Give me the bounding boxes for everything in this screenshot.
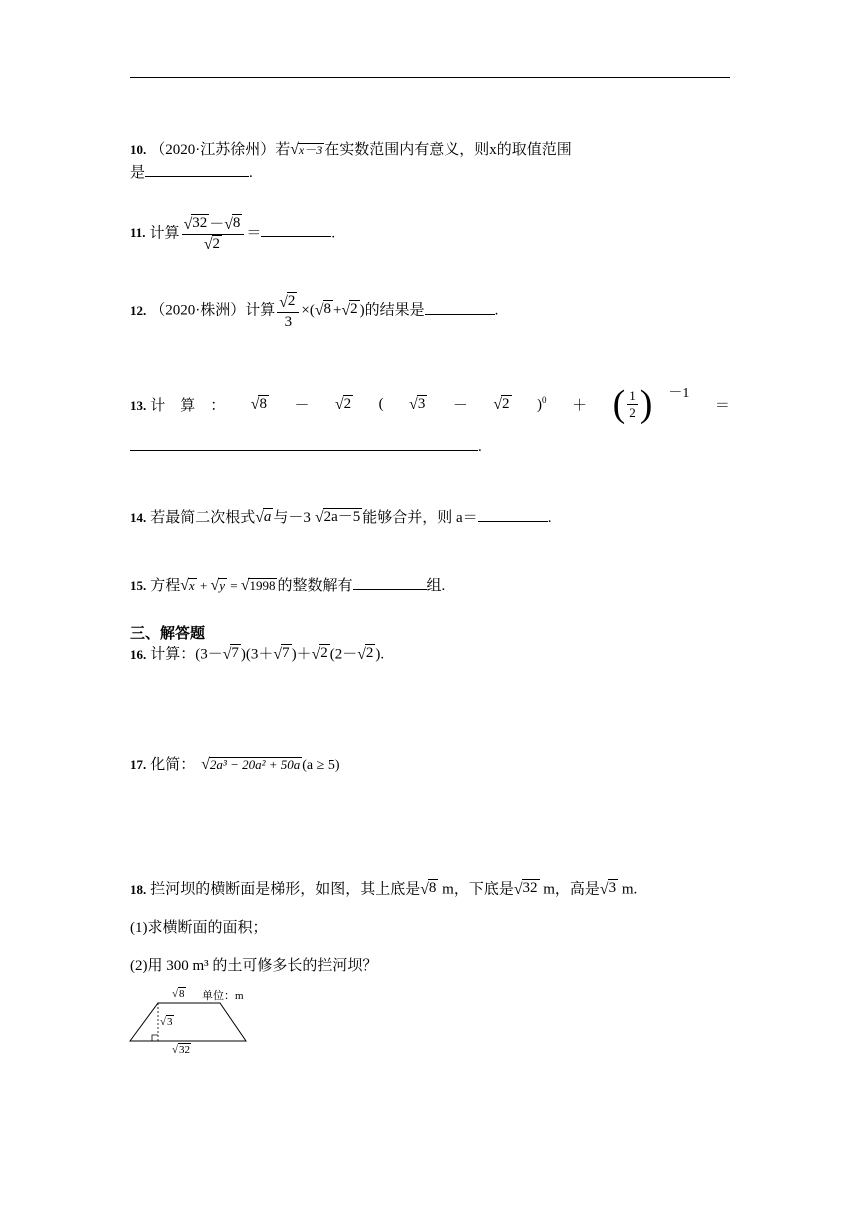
radicand: 2 (502, 395, 510, 412)
question-11 (130, 214, 335, 254)
denominator: 2 (629, 404, 636, 420)
operator: ＋ (572, 397, 588, 414)
question-10 (130, 140, 572, 160)
question-text: 能够合并，则 a＝ (362, 510, 478, 526)
unit-label: 单位：m (202, 990, 244, 1002)
question-text: ). (375, 646, 385, 663)
question-number: 15. (130, 578, 147, 593)
question-text: m，高是 (539, 881, 600, 898)
header-rule (130, 77, 730, 78)
question-number: 18. (130, 881, 147, 897)
question-13: 13. 计 算 ： √ 8 － √ 2 ( √ 3 － √ 2 )$^0$ ＋ ( $\frac{1}{2}$ ) －1 ＝ (130, 383, 730, 425)
operator: + (196, 578, 211, 593)
question-14: 14. 若最简二次根式 √ a 与－3 √ 2a－5 能够合并，则 a＝ . (130, 508, 552, 526)
exponent: －1 (668, 386, 690, 401)
radicand: y (219, 577, 225, 593)
punctuation: . (478, 439, 482, 455)
question-number: 17. (130, 757, 147, 772)
radicand: 2 (350, 301, 358, 318)
question-13-line2 (130, 436, 482, 457)
question-text: m. (618, 881, 638, 898)
question-number: 16. (130, 646, 147, 662)
radicand: 8 (428, 880, 437, 896)
question-18-part2: (2)用 300 m³ 的土可修多长的拦河坝？ (130, 958, 378, 974)
question-text: 计 算 ： (150, 397, 226, 414)
radicand: 2 (287, 293, 296, 309)
question-text: m，下底是 (438, 881, 514, 898)
operator: + (333, 302, 342, 319)
numerator: 1 (629, 387, 636, 403)
operator: － (452, 397, 468, 414)
radical: √ x－3 (290, 141, 323, 158)
question-text: 的整数解有 (277, 578, 353, 594)
answer-blank[interactable] (130, 436, 478, 451)
operator: ＝ (246, 225, 262, 242)
punctuation: . (547, 510, 552, 526)
section-title: 三、解答题 (130, 624, 206, 642)
question-number: 11. (130, 225, 146, 241)
radicand: a (263, 508, 272, 525)
question-number: 12. (130, 302, 147, 318)
question-18: 18. 拦河坝的横断面是梯形，如图，其上底是 √ 8 m，下底是 √ 32 m，高是 √ 3 m. (130, 880, 638, 898)
operator: － (294, 397, 310, 414)
question-text: 组. (426, 578, 446, 594)
question-text: 化简： (150, 757, 196, 773)
radicand: 8 (232, 215, 241, 231)
question-text: 若最简二次根式 (150, 510, 256, 526)
radicand: 2a－5 (323, 508, 361, 525)
question-text: 拦河坝的横断面是梯形，如图，其上底是 (150, 881, 421, 898)
answer-blank[interactable] (261, 222, 331, 237)
fraction: √ 2 3 (277, 292, 299, 331)
operator: ＝ (714, 397, 730, 414)
height-label: √ 3 (160, 1016, 173, 1029)
radicand: x (188, 577, 195, 593)
exponent: 0 (542, 394, 547, 405)
radicand: x－3 (298, 142, 323, 157)
question-text: 计算：(3－ (150, 646, 223, 663)
question-16: 16. 计算：(3－ √ 7 )(3＋ √ 7 )＋ √ 2 (2－ √ 2 ). (130, 645, 385, 663)
question-text: 与－3 (273, 510, 311, 526)
radicand: 8 (259, 395, 267, 412)
trapezoid-diagram (126, 985, 256, 1070)
radicand: 32 (192, 215, 208, 231)
answer-blank[interactable] (425, 300, 495, 315)
question-number: 13. (130, 397, 147, 413)
question-source: （2020·株洲）计算 (150, 302, 276, 319)
question-number: 14. (130, 510, 147, 525)
top-base-label: √ 8 (172, 988, 185, 1001)
question-text: 的结果是 (364, 302, 425, 319)
fraction: √ 32 － √ 8 √ 2 (182, 214, 245, 254)
operator: = (226, 578, 241, 593)
question-18-part1: (1)求横断面的面积； (130, 920, 268, 936)
question-text: )(3＋ (240, 646, 274, 663)
condition: (a ≥ 5) (302, 758, 340, 773)
radicand: 3 (608, 880, 617, 896)
operator: － (209, 216, 225, 233)
question-source: （2020·江苏徐州）若 (150, 142, 291, 158)
radicand: 2a³ − 20a² + 50a (209, 756, 301, 772)
question-text: (2－ (329, 646, 358, 663)
punctuation: . (249, 165, 253, 181)
question-12: 12. （2020·株洲）计算 √ 2 3 ×( √ 8 + √ 2 )的结果是 . (130, 293, 499, 330)
radicand: 32 (522, 880, 538, 896)
radicand: 32 (179, 1044, 191, 1056)
radicand: 7 (282, 645, 290, 661)
question-text: 方程 (150, 578, 181, 594)
bottom-base-label: √ 32 (172, 1044, 191, 1057)
denominator: 3 (284, 313, 293, 330)
radicand: 2 (212, 235, 221, 252)
radicand: 3 (417, 395, 426, 412)
question-number: 10. (130, 142, 147, 157)
radicand: 1998 (249, 577, 276, 593)
radicand: 3 (167, 1016, 173, 1028)
operator: × (301, 302, 310, 319)
radicand: 2 (365, 645, 374, 661)
radicand: 8 (179, 988, 185, 1000)
question-15: 15. 方程 √ x + √ y = √ 1998 的整数解有 组. (130, 577, 446, 594)
answer-blank[interactable] (353, 575, 427, 590)
question-text: )＋ (291, 646, 312, 663)
punctuation: . (494, 302, 499, 319)
radicand: 8 (323, 301, 332, 318)
answer-blank[interactable] (478, 507, 548, 522)
radicand: 7 (231, 645, 239, 661)
question-17: 17. 化简： √ 2a³ − 20a² + 50a (a ≥ 5) (130, 756, 340, 773)
radicand: 2 (343, 395, 352, 412)
question-10-line2 (130, 162, 253, 183)
question-text: 在实数范围内有意义，则x的取值范围 (324, 142, 572, 158)
radicand: 2 (320, 645, 328, 661)
question-text: 计算 (149, 225, 180, 242)
answer-blank[interactable] (145, 162, 249, 177)
question-text: 是 (130, 165, 146, 181)
punctuation: . (331, 225, 336, 242)
